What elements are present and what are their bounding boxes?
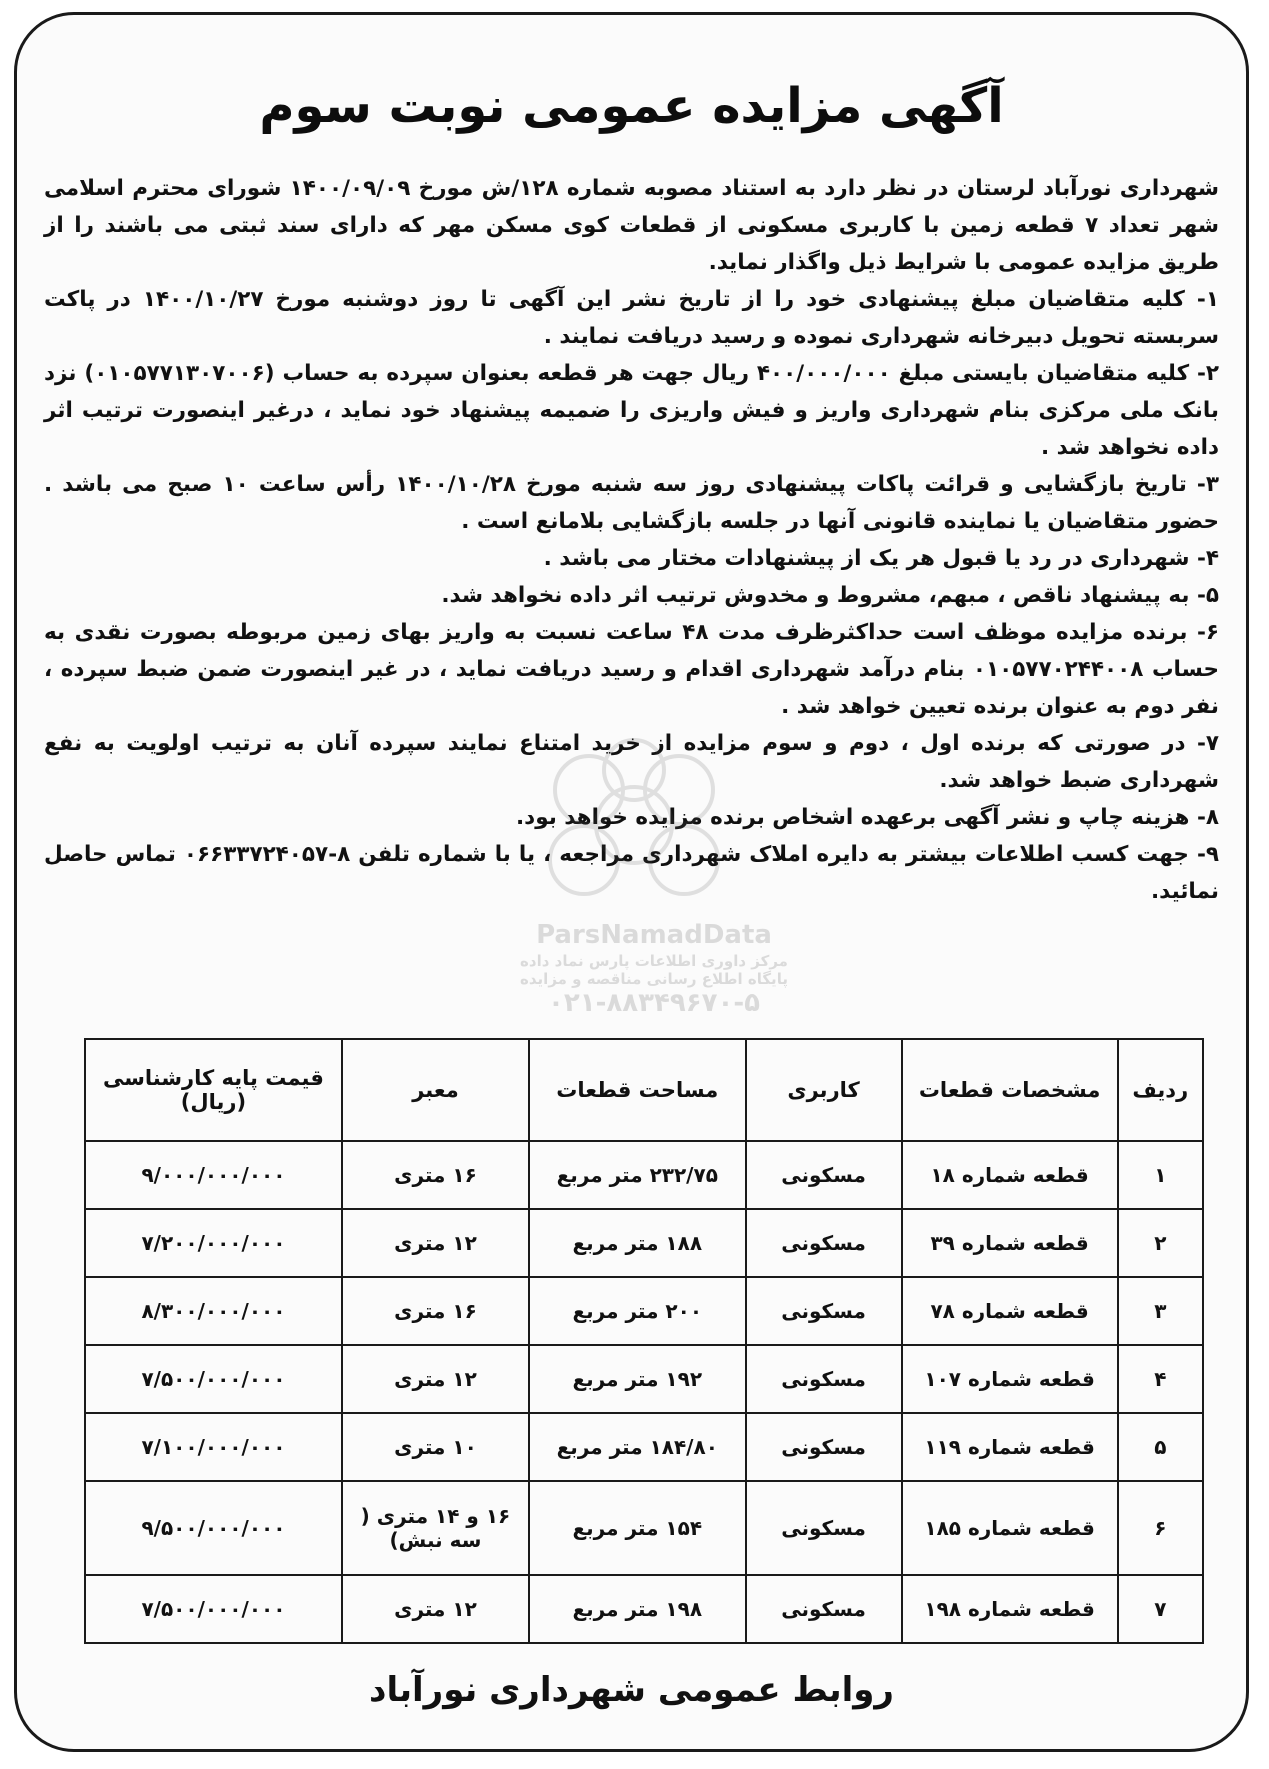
cell-base-price: ۹/۵۰۰/۰۰۰/۰۰۰ bbox=[85, 1481, 342, 1575]
cell-plot-area: ۱۹۲ متر مربع bbox=[529, 1345, 746, 1413]
condition-5: ۵- به پیشنهاد ناقص ، مبهم، مشروط و مخدوش ترتیب اثر داده نخواهد شد. bbox=[441, 583, 1219, 608]
watermark-line-1: مرکز داوری اطلاعات پارس نماد داده bbox=[520, 952, 788, 970]
notice-title: آگهی مزایده عمومی نوبت سوم bbox=[259, 78, 1004, 134]
cell-street: ۱۲ متری bbox=[342, 1575, 529, 1643]
table-header-row bbox=[85, 1039, 1203, 1141]
cell-street: ۱۲ متری bbox=[342, 1209, 529, 1277]
cell-plot-area: ۱۸۸ متر مربع bbox=[529, 1209, 746, 1277]
cell-base-price: ۹/۰۰۰/۰۰۰/۰۰۰ bbox=[85, 1141, 342, 1209]
cell-base-price: ۷/۲۰۰/۰۰۰/۰۰۰ bbox=[85, 1209, 342, 1277]
header-plot-spec: مشخصات قطعات bbox=[902, 1039, 1118, 1141]
footer-signature: روابط عمومی شهرداری نورآباد bbox=[369, 1670, 894, 1710]
condition-2: ۲- کلیه متقاضیان بایستی مبلغ ۴۰۰/۰۰۰/۰۰۰ ریال جهت هر قطعه بعنوان سپرده به حساب (۰۱۰۵۷۷۱۳۰۷۰۰۶) نزد بانک ملی مرکزی بنام شهرداری واریز و فیش واریزی را ضمیمه پیشنهاد خود نماید ، درغیر اینصورت ترتیب اثر داده نخواهد شد . bbox=[44, 361, 1219, 460]
table-row bbox=[85, 1141, 1203, 1209]
cell-land-use: مسکونی bbox=[746, 1481, 902, 1575]
table-row bbox=[85, 1413, 1203, 1481]
watermark-phone: ۰۲۱-۸۸۳۴۹۶۷۰-۵ bbox=[547, 988, 760, 1018]
cell-plot-area: ۱۵۴ متر مربع bbox=[529, 1481, 746, 1575]
cell-row-number: ۲ bbox=[1118, 1209, 1203, 1277]
cell-row-number: ۳ bbox=[1118, 1277, 1203, 1345]
cell-plot-spec: قطعه شماره ۳۹ bbox=[902, 1209, 1118, 1277]
header-street: معبر bbox=[342, 1039, 529, 1141]
cell-street: ۱۶ و ۱۴ متری ( سه نبش) bbox=[342, 1481, 529, 1575]
notice-content bbox=[34, 30, 1229, 1730]
cell-land-use: مسکونی bbox=[746, 1575, 902, 1643]
cell-plot-area: ۲۳۲/۷۵ متر مربع bbox=[529, 1141, 746, 1209]
cell-street: ۱۰ متری bbox=[342, 1413, 529, 1481]
plots-table bbox=[84, 1038, 1204, 1644]
cell-row-number: ۱ bbox=[1118, 1141, 1203, 1209]
condition-8: ۸- هزینه چاپ و نشر آگهی برعهده اشخاص برنده مزایده خواهد بود. bbox=[516, 805, 1219, 830]
condition-9: ۹- جهت کسب اطلاعات بیشتر به دایره املاک شهرداری مراجعه ، یا با شماره تلفن ۸-۰۶۶۳۳۷۲۴۰۵۷ تماس حاصل نمائید. bbox=[44, 842, 1219, 904]
cell-row-number: ۴ bbox=[1118, 1345, 1203, 1413]
table-row bbox=[85, 1209, 1203, 1277]
intro-paragraph: شهرداری نورآباد لرستان در نظر دارد به استناد مصوبه شماره ۱۲۸/ش مورخ ۱۴۰۰/۰۹/۰۹ شورای محترم اسلامی شهر تعداد ۷ قطعه زمین با کاربری مسکونی از قطعات کوی مسکن مهر که دارای سند ثبتی می باشند را از طریق مزایده عمومی با شرایط ذیل واگذار نماید. bbox=[44, 176, 1219, 275]
cell-land-use: مسکونی bbox=[746, 1345, 902, 1413]
cell-land-use: مسکونی bbox=[746, 1277, 902, 1345]
cell-land-use: مسکونی bbox=[746, 1209, 902, 1277]
watermark-line-2: پایگاه اطلاع رسانی مناقصه و مزایده bbox=[520, 970, 788, 988]
condition-7: ۷- در صورتی که برنده اول ، دوم و سوم مزایده از خرید امتناع نمایند سپرده آنان به ترتیب اولویت به نفع شهرداری ضبط خواهد شد. bbox=[44, 731, 1219, 793]
condition-4: ۴- شهرداری در رد یا قبول هر یک از پیشنهادات مختار می باشد . bbox=[543, 546, 1219, 571]
header-base-price: قیمت پایه کارشناسی (ریال) bbox=[85, 1039, 342, 1141]
table-row bbox=[85, 1345, 1203, 1413]
table-row bbox=[85, 1277, 1203, 1345]
cell-base-price: ۷/۵۰۰/۰۰۰/۰۰۰ bbox=[85, 1575, 342, 1643]
cell-plot-area: ۱۸۴/۸۰ متر مربع bbox=[529, 1413, 746, 1481]
watermark-brand: ParsNamadData bbox=[536, 920, 772, 950]
cell-base-price: ۸/۳۰۰/۰۰۰/۰۰۰ bbox=[85, 1277, 342, 1345]
cell-street: ۱۶ متری bbox=[342, 1141, 529, 1209]
cell-land-use: مسکونی bbox=[746, 1413, 902, 1481]
cell-street: ۱۲ متری bbox=[342, 1345, 529, 1413]
condition-1: ۱- کلیه متقاضیان مبلغ پیشنهادی خود را از تاریخ نشر این آگهی تا روز دوشنبه مورخ ۱۴۰۰/۱۰/۲۷ در پاکت سربسته تحویل دبیرخانه شهرداری نموده و رسید دریافت نمایند . bbox=[44, 287, 1219, 349]
table-row bbox=[85, 1481, 1203, 1575]
cell-plot-area: ۲۰۰ متر مربع bbox=[529, 1277, 746, 1345]
cell-plot-spec: قطعه شماره ۱۱۹ bbox=[902, 1413, 1118, 1481]
header-land-use: کاربری bbox=[746, 1039, 902, 1141]
cell-base-price: ۷/۵۰۰/۰۰۰/۰۰۰ bbox=[85, 1345, 342, 1413]
cell-land-use: مسکونی bbox=[746, 1141, 902, 1209]
header-row-number: ردیف bbox=[1118, 1039, 1203, 1141]
cell-street: ۱۶ متری bbox=[342, 1277, 529, 1345]
cell-row-number: ۶ bbox=[1118, 1481, 1203, 1575]
condition-6: ۶- برنده مزایده موظف است حداکثرظرف مدت ۴۸ ساعت نسبت به واریز بهای زمین مربوطه بصورت نقدی به حساب ۰۱۰۵۷۷۰۲۴۴۰۰۸ بنام درآمد شهرداری اقدام و رسید دریافت نماید ، در غیر اینصورت ضمن ضبط سپرده ، نفر دوم به عنوان برنده تعیین خواهد شد . bbox=[44, 620, 1220, 719]
header-plot-area: مساحت قطعات bbox=[529, 1039, 746, 1141]
cell-base-price: ۷/۱۰۰/۰۰۰/۰۰۰ bbox=[85, 1413, 342, 1481]
cell-plot-spec: قطعه شماره ۱۸ bbox=[902, 1141, 1118, 1209]
cell-plot-spec: قطعه شماره ۱۸۵ bbox=[902, 1481, 1118, 1575]
cell-row-number: ۷ bbox=[1118, 1575, 1203, 1643]
cell-row-number: ۵ bbox=[1118, 1413, 1203, 1481]
condition-3: ۳- تاریخ بازگشایی و قرائت پاکات پیشنهادی روز سه شنبه مورخ ۱۴۰۰/۱۰/۲۸ رأس ساعت ۱۰ صبح می باشد . حضور متقاضیان یا نماینده قانونی آنها در جلسه بازگشایی بلامانع است . bbox=[44, 472, 1219, 534]
notice-body bbox=[44, 170, 1219, 910]
cell-plot-area: ۱۹۸ متر مربع bbox=[529, 1575, 746, 1643]
cell-plot-spec: قطعه شماره ۱۹۸ bbox=[902, 1575, 1118, 1643]
cell-plot-spec: قطعه شماره ۷۸ bbox=[902, 1277, 1118, 1345]
table-row bbox=[85, 1575, 1203, 1643]
cell-plot-spec: قطعه شماره ۱۰۷ bbox=[902, 1345, 1118, 1413]
